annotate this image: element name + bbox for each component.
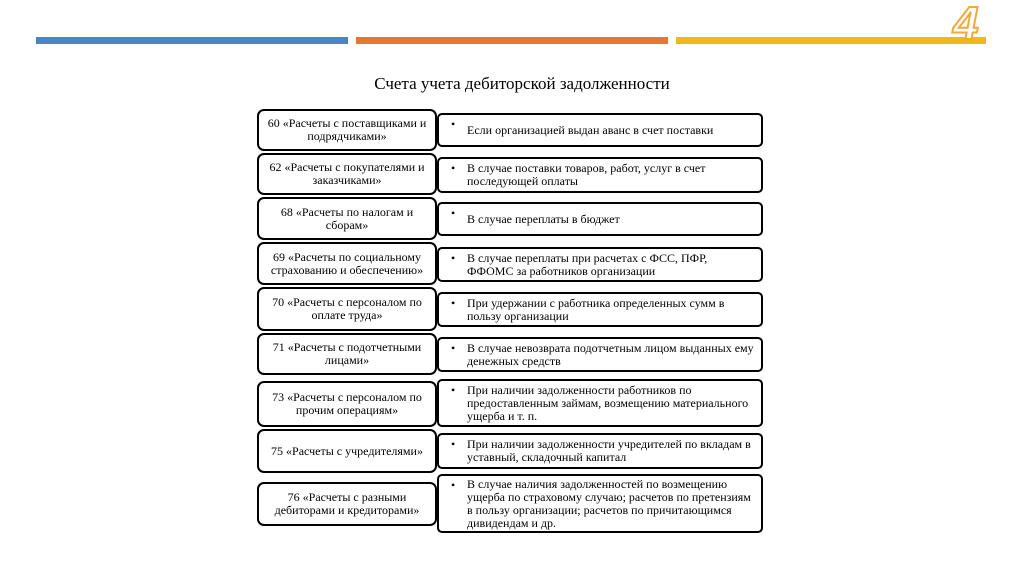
case-text: В случае невозврата подотчетным лицом выданных ему денежных средств — [467, 340, 754, 368]
account-box: 62 «Расчеты с покупателями и заказчиками» — [257, 153, 437, 195]
bullet-icon: • — [451, 296, 456, 310]
top-bar-yellow — [676, 37, 986, 44]
account-row — [257, 287, 765, 331]
case-text: В случае переплаты при расчетах с ФСС, ПФР, ФФОМС за работников организации — [467, 250, 708, 278]
case-text: В случае поставки товаров, работ, услуг в счет последующей оплаты — [467, 161, 706, 188]
account-box: 75 «Расчеты с учредителями» — [257, 429, 437, 473]
case-box — [437, 202, 763, 236]
bullet-icon: • — [451, 117, 456, 131]
account-box: 73 «Расчеты с персоналом по прочим операциям» — [257, 381, 437, 427]
top-bar-orange — [356, 37, 668, 44]
bullet-icon: • — [451, 383, 456, 397]
account-row — [257, 333, 765, 375]
case-box — [437, 379, 763, 427]
account-box: 69 «Расчеты по социальному страхованию и обеспечению» — [257, 242, 437, 285]
bullet-icon: • — [451, 161, 456, 175]
case-box — [437, 337, 763, 372]
case-text: Если организацией выдан аванс в счет поставки — [467, 122, 714, 137]
case-text: При наличии задолженности учредителей по вкладам в уставный, складочный капитал — [467, 437, 751, 464]
case-text: При удержании с работника определенных сумм в пользу организации — [467, 295, 725, 323]
account-box: 60 «Расчеты с поставщиками и подрядчиками» — [257, 109, 437, 151]
bullet-icon: • — [451, 251, 456, 265]
account-box: 70 «Расчеты с персоналом по оплате труда» — [257, 287, 437, 331]
case-text: В случае наличия задолженностей по возмещению ущерба по страховому случаю; расчетов по претензиям в пользу организации; расчетов по причитающимся дивидендам и др. — [467, 476, 751, 530]
account-row — [257, 109, 765, 151]
case-box — [437, 157, 763, 193]
slide-number: 4 — [953, 0, 979, 49]
bullet-icon: • — [451, 437, 456, 451]
case-box — [437, 247, 763, 282]
account-row — [257, 379, 765, 428]
account-box: 71 «Расчеты с подотчетными лицами» — [257, 333, 437, 375]
bullet-icon: • — [451, 478, 456, 492]
page-title: Счета учета дебиторской задолженности — [374, 74, 670, 93]
bullet-icon: • — [451, 206, 456, 220]
account-row — [257, 474, 765, 534]
case-text: При наличии задолженности работников по предоставленным займам, возмещению материального ущерба и т. п. — [467, 382, 749, 423]
account-row — [257, 429, 765, 473]
account-box: 76 «Расчеты с разными дебиторами и кредиторами» — [257, 482, 437, 526]
top-bar-blue — [36, 37, 348, 44]
case-box — [437, 113, 763, 147]
bullet-icon: • — [451, 341, 456, 355]
case-box — [437, 292, 763, 327]
case-box — [437, 433, 763, 469]
case-box — [437, 474, 763, 533]
account-row — [257, 153, 765, 195]
account-row — [257, 197, 765, 240]
account-box: 68 «Расчеты по налогам и сборам» — [257, 197, 437, 240]
account-row — [257, 242, 765, 285]
case-text: В случае переплаты в бюджет — [467, 211, 620, 226]
